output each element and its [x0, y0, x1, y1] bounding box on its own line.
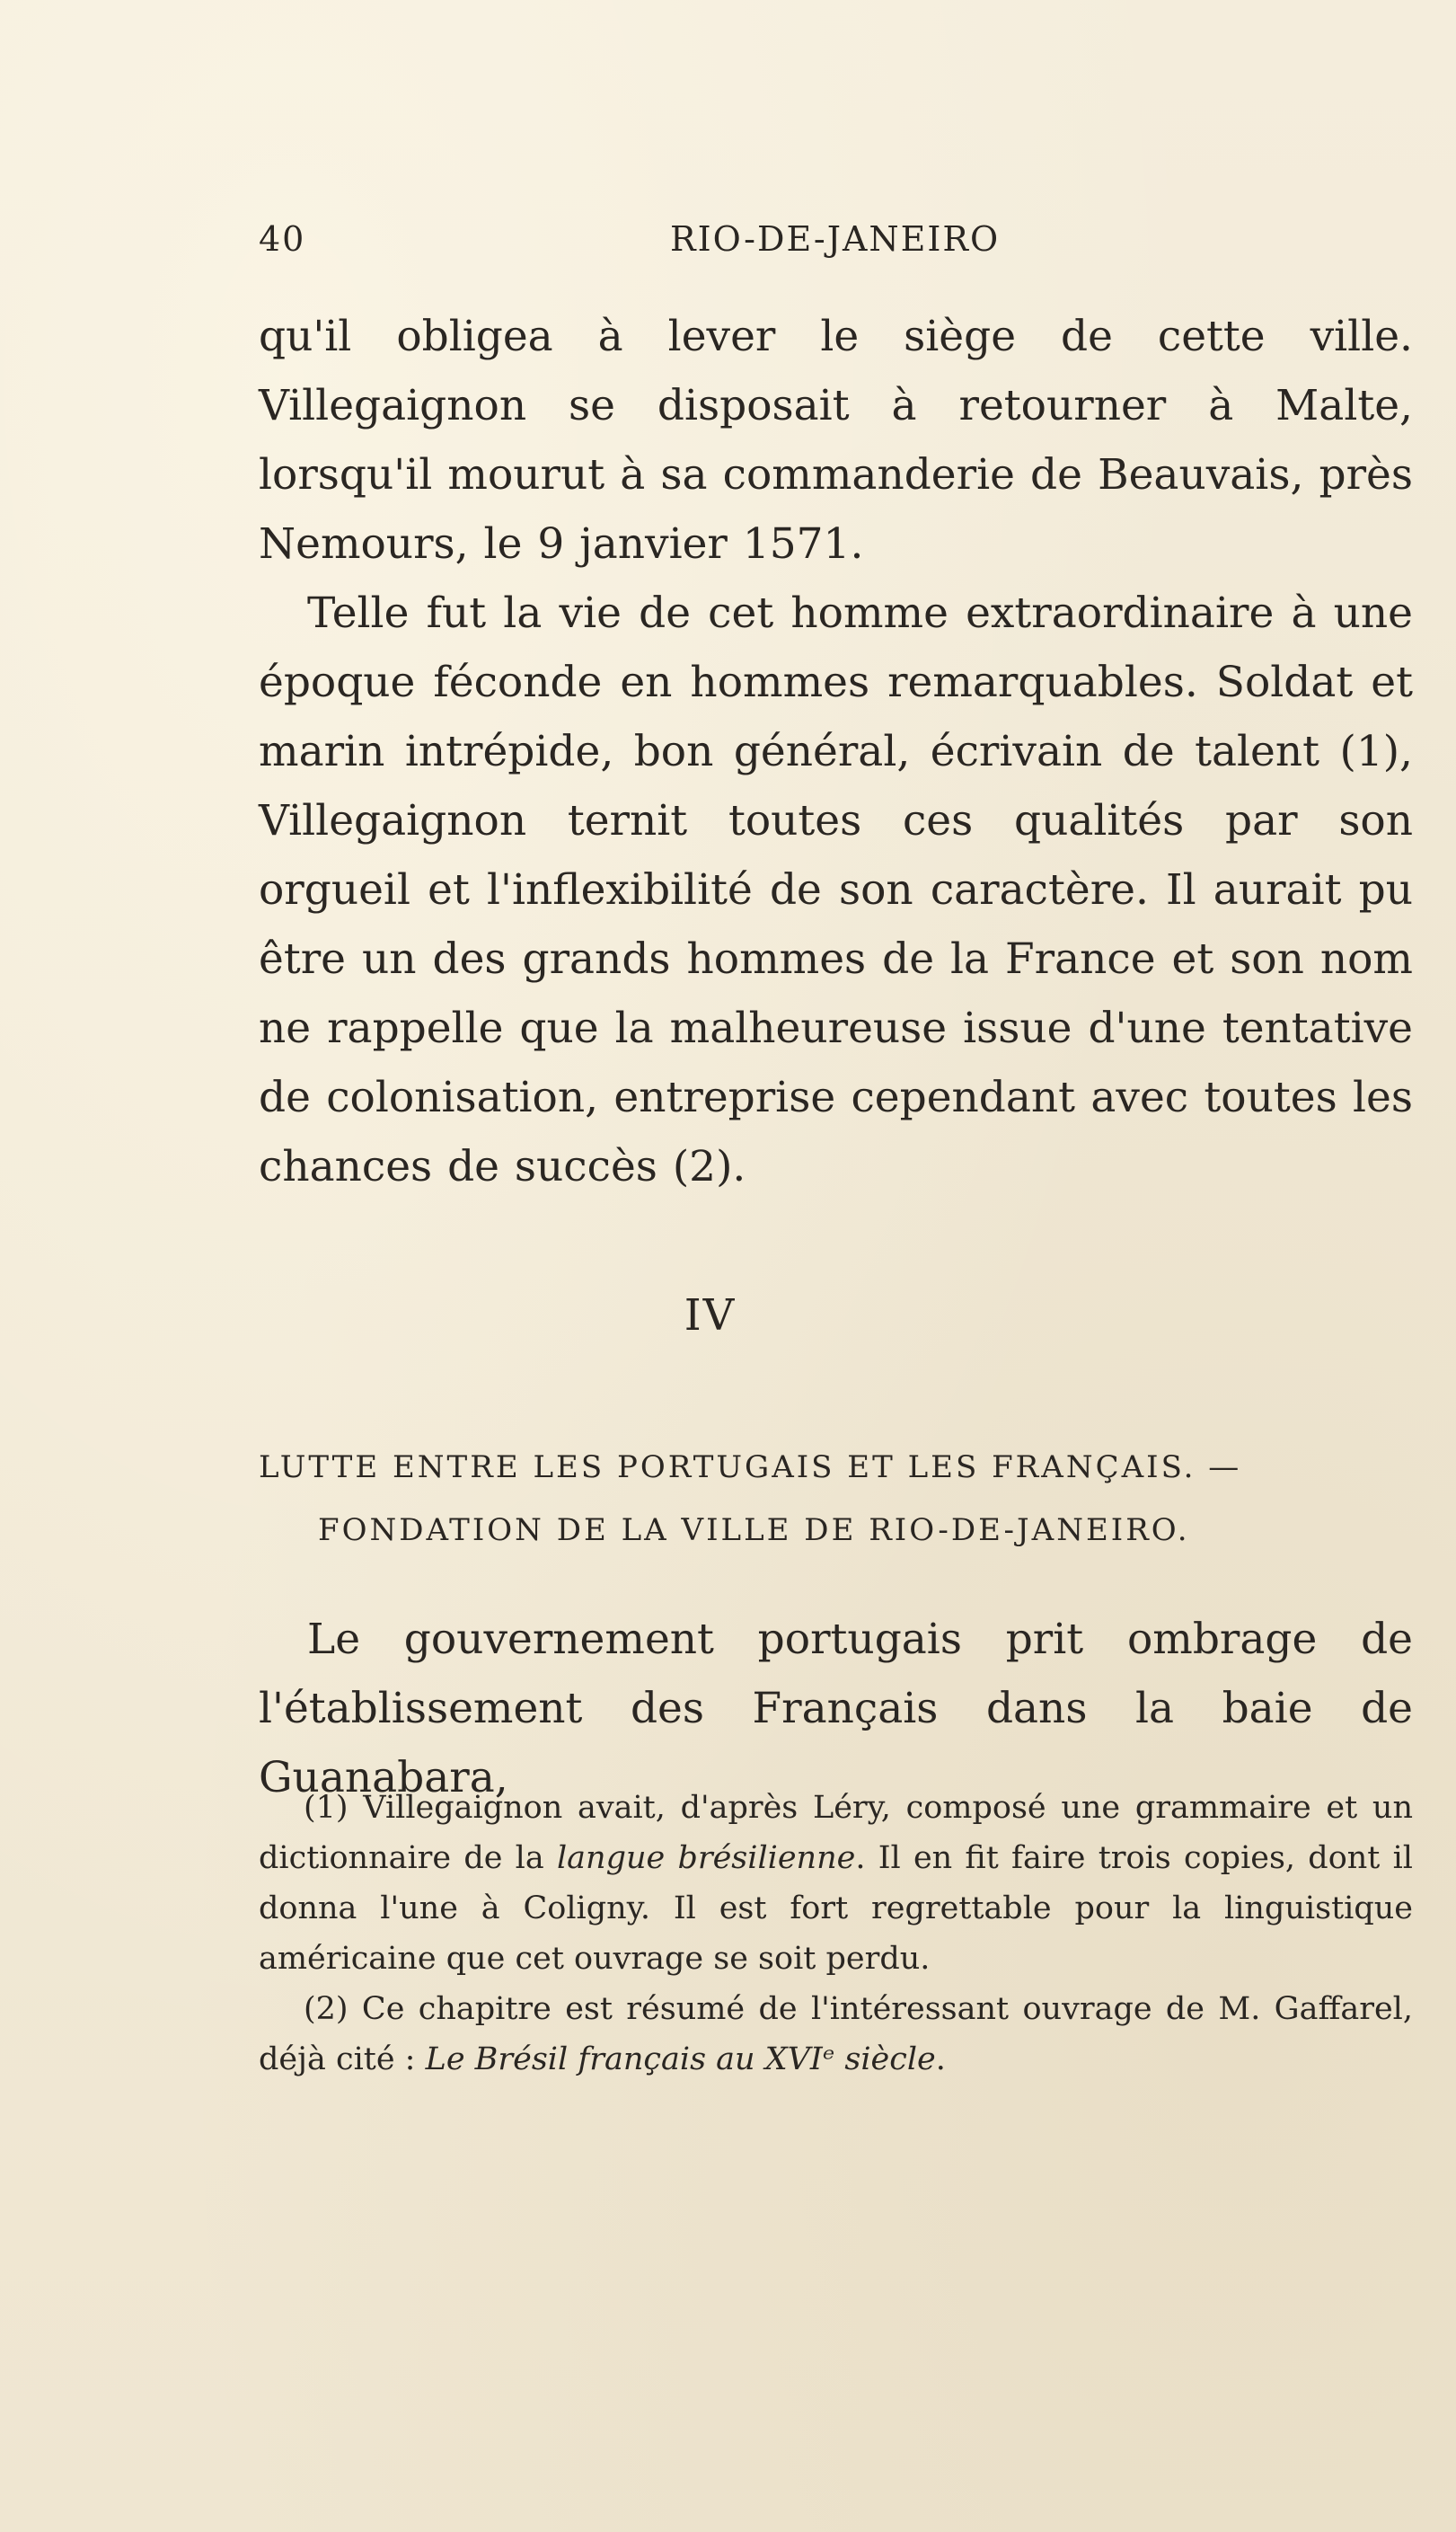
section-number: IV [684, 1290, 737, 1341]
running-title: RIO-DE-JANEIRO [670, 219, 1001, 259]
section-body [259, 1605, 1413, 1812]
footnotes [259, 1783, 1413, 2085]
footnote-2 [259, 1984, 1413, 2085]
section-title-line-2: FONDATION DE LA VILLE DE RIO-DE-JANEIRO. [318, 1512, 1190, 1548]
running-head [259, 219, 1413, 264]
body-text [259, 302, 1413, 1201]
paragraph-villegaignon-life: Telle fut la vie de cet homme extraordinaire à une époque féconde en hommes remarquables. Soldat et marin intrépide, bon général, écrivain de talent (1), Villegaignon ternit toutes ces qualités par son orgueil et l'inflexibilité de son caractère. Il aurait pu être un des grands hommes de la France et son nom ne rappelle que la malheureuse issue d'une tentative de colonisation, entreprise cependant avec toutes les chances de succès (2). [259, 589, 1413, 1191]
footnote-1-text: (1) Villegaignon avait, d'après Léry, composé une grammaire et un dictionnaire de la [259, 1790, 1413, 1876]
footnote-1-italic: langue brésilienne [556, 1840, 856, 1876]
paragraph-portuguese-government: Le gouvernement portugais prit ombrage de l'établissement des Français dans la baie de Guanabara, [259, 1615, 1413, 1802]
footnote-2-italic: Le Brésil français au XVIᵉ siècle [425, 2041, 936, 2077]
book-page [259, 0, 1413, 2532]
section-title [259, 1436, 1413, 1562]
footnote-2-end: . [935, 2041, 946, 2077]
footnote-2-text: (2) Ce chapitre est résumé de l'intéressant ouvrage de M. Gaffarel, déjà cité : [259, 1991, 1413, 2077]
page-number: 40 [259, 219, 306, 259]
footnote-1-end: . Il en fit faire trois copies, dont il donna l'une à Coligny. Il est fort regrettable pour la linguistique américaine que cet ouvrage se soit perdu. [259, 1840, 1413, 1977]
paragraph-continuation: qu'il obligea à lever le siège de cette ville. Villegaignon se disposait à retourner à Malte, lorsqu'il mourut à sa commanderie de Beauvais, près Nemours, le 9 janvier 1571. [259, 312, 1413, 569]
section-title-line-1: LUTTE ENTRE LES PORTUGAIS ET LES FRANÇAIS. — [259, 1449, 1242, 1485]
footnote-1 [259, 1783, 1413, 1984]
